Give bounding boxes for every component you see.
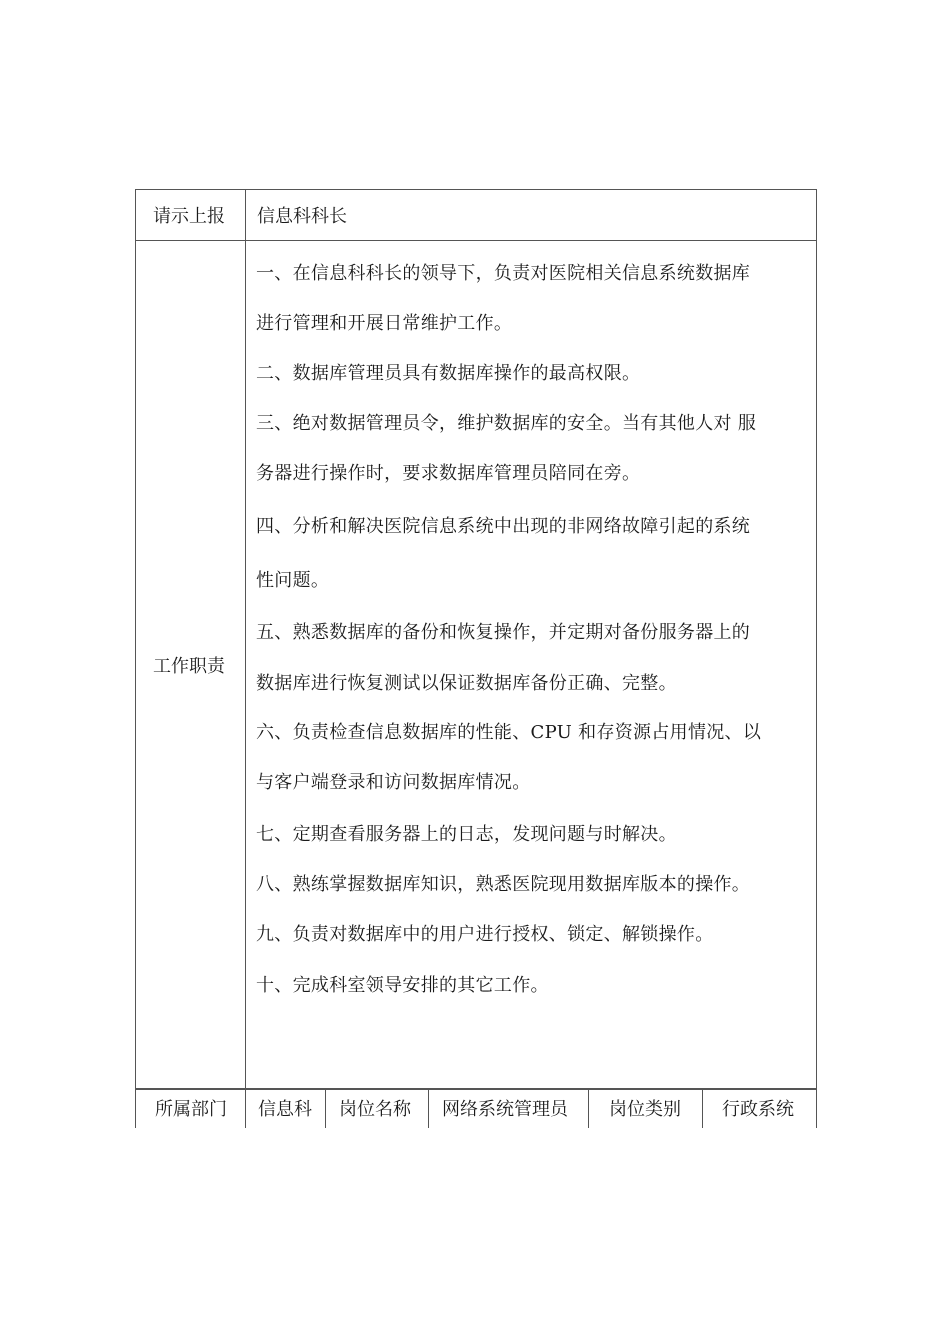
department-label: 所属部门: [155, 1099, 227, 1120]
duty-line: 六、负责检查信息数据库的性能、CPU 和存资源占用情况、以: [256, 722, 762, 743]
table-border-left: [135, 189, 136, 1128]
bottom-divider-1: [325, 1089, 326, 1128]
post-type-label: 岗位类别: [609, 1099, 681, 1120]
duties-label: 工作职责: [153, 656, 225, 677]
table-row-divider-1: [135, 240, 817, 241]
duty-line: 二、数据库管理员具有数据库操作的最高权限。: [256, 363, 641, 384]
duty-line: 与客户端登录和访问数据库情况。: [256, 772, 531, 793]
duty-line: 一、在信息科科长的领导下，负责对医院相关信息系统数据库: [256, 263, 751, 284]
table-row-divider-2: [135, 1088, 817, 1090]
post-name-label: 岗位名称: [339, 1099, 411, 1120]
department-value: 信息科: [258, 1099, 312, 1120]
bottom-divider-4: [702, 1089, 703, 1128]
post-name-value: 网络系统管理员: [442, 1099, 568, 1120]
duty-line: 四、分析和解决医院信息系统中出现的非网络故障引起的系统: [256, 516, 751, 537]
table-border-right: [816, 189, 817, 1128]
duty-line: 五、熟悉数据库的备份和恢复操作，并定期对备份服务器上的: [256, 622, 751, 643]
bottom-divider-3: [588, 1089, 589, 1128]
duty-line: 三、绝对数据管理员令，维护数据库的安全。当有其他人对 服: [256, 413, 757, 434]
report-to-label: 请示上报: [153, 206, 225, 227]
post-type-value: 行政系统: [722, 1099, 794, 1120]
report-to-value: 信息科科长: [257, 206, 347, 227]
duty-line: 数据库进行恢复测试以保证数据库备份正确、完整。: [256, 673, 677, 694]
duty-line: 八、熟练掌握数据库知识，熟悉医院现用数据库版本的操作。: [256, 874, 751, 895]
duty-line: 九、负责对数据库中的用户进行授权、锁定、解锁操作。: [256, 924, 714, 945]
duty-line: 务器进行操作时，要求数据库管理员陪同在旁。: [256, 463, 641, 484]
bottom-divider-2: [428, 1089, 429, 1128]
duty-line: 十、完成科室领导安排的其它工作。: [256, 975, 549, 996]
duty-line: 性问题。: [256, 570, 330, 591]
duty-line: 进行管理和开展日常维护工作。: [256, 313, 513, 334]
duty-line: 七、定期查看服务器上的日志，发现问题与时解决。: [256, 824, 677, 845]
label-column-divider: [245, 189, 246, 1128]
table-border-top: [135, 189, 817, 190]
